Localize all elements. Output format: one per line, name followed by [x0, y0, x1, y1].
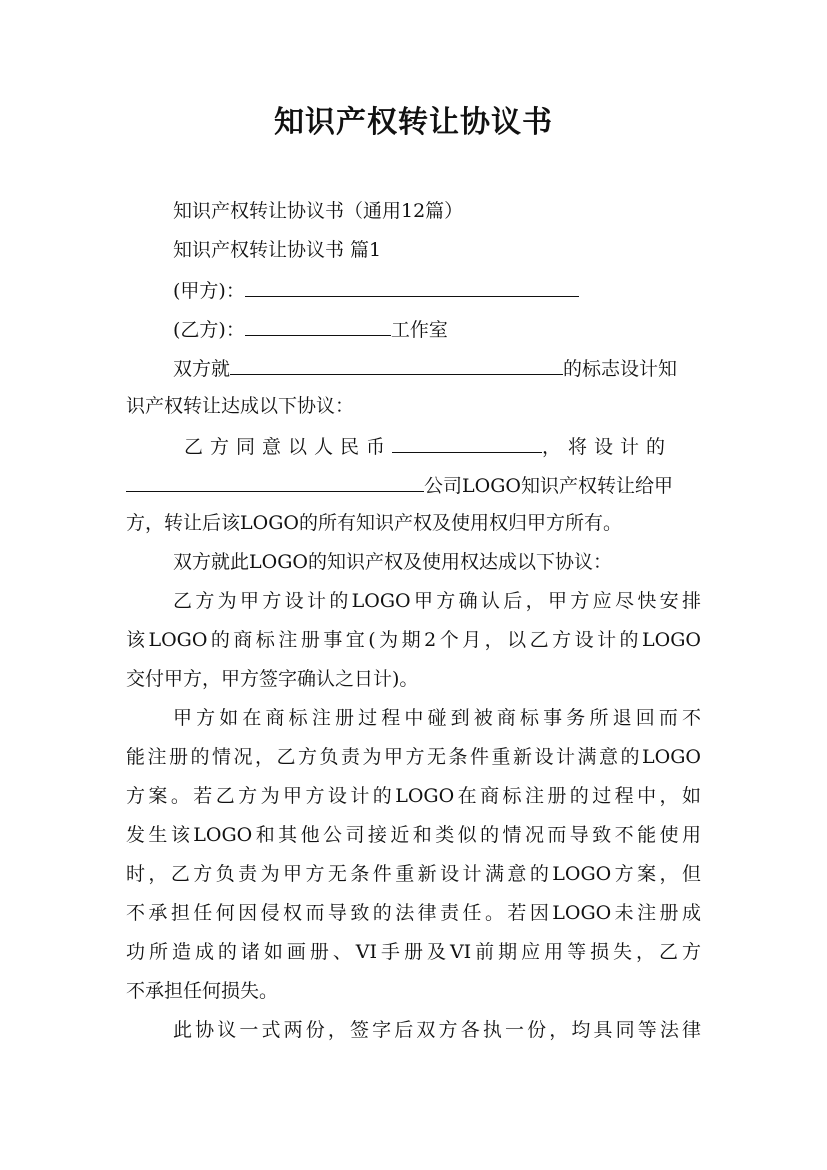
paragraph-line	[126, 393, 701, 419]
paragraph-line: 交付甲方，甲方签字确认之日计)。	[126, 668, 419, 690]
text-line: 乙方同意以人民币	[184, 436, 393, 458]
section-heading	[126, 237, 701, 263]
paragraph-line	[126, 510, 701, 536]
text-line: 识产权转让达成以下协议：	[126, 395, 355, 417]
text-line: 知识产权转让协议书 篇1	[173, 239, 382, 261]
paragraph-line: 乙方为甲方设计的LOGO甲方确认后，甲方应尽快安排	[173, 590, 701, 612]
text-line: 的标志设计知	[563, 358, 678, 380]
paragraph-line	[126, 432, 701, 460]
paragraph-line: 不承担任何损失。	[126, 980, 279, 1002]
paragraph-line: 发生该LOGO和其他公司接近和类似的情况而导致不能使用	[126, 824, 701, 846]
text-line: 双方就此LOGO的知识产权及使用权达成以下协议：	[173, 551, 612, 573]
blank-underline	[245, 315, 391, 336]
text-line: 双方就	[173, 358, 231, 380]
blank-underline	[392, 432, 542, 453]
blank-underline	[230, 354, 563, 375]
paragraph-line: 甲方如在商标注册过程中碰到被商标事务所退回而不	[173, 707, 701, 729]
paragraph-line: 不承担任何因侵权而导致的法律责任。若因LOGO未注册成	[126, 902, 701, 924]
paragraph-line	[126, 471, 701, 499]
party-b-line	[126, 315, 701, 343]
paragraph-line: 功所造成的诸如画册、VI手册及VI前期应用等损失，乙方	[126, 941, 701, 963]
text-line: 公司LOGO知识产权转让给甲	[424, 475, 673, 497]
text-line: ，将设计的	[542, 436, 673, 458]
text-line: 方，转让后该LOGO的所有知识产权及使用权归甲方所有。	[126, 512, 622, 534]
party-a-line	[126, 276, 701, 304]
paragraph-line: 该LOGO的商标注册事宜(为期2个月，以乙方设计的LOGO	[126, 629, 701, 651]
text-line: 知识产权转让协议书（通用12篇）	[173, 200, 464, 222]
blank-underline	[126, 471, 424, 492]
party-a-label: (甲方)：	[173, 280, 245, 302]
paragraph-line	[126, 549, 701, 575]
blank-underline	[245, 276, 579, 297]
paragraph-line: 时，乙方负责为甲方无条件重新设计满意的LOGO方案，但	[126, 863, 701, 885]
paragraph-line: 此协议一式两份，签字后双方各执一份，均具同等法律	[173, 1019, 701, 1041]
party-b-label: (乙方)：	[173, 319, 245, 341]
paragraph-line: 能注册的情况，乙方负责为甲方无条件重新设计满意的LOGO	[126, 746, 701, 768]
studio-label: 工作室	[390, 319, 448, 341]
paragraph-line	[126, 354, 701, 382]
subtitle-line	[126, 198, 701, 224]
paragraph-line: 方案。若乙方为甲方设计的LOGO在商标注册的过程中，如	[126, 785, 701, 807]
document-title: 知识产权转让协议书	[274, 105, 553, 140]
